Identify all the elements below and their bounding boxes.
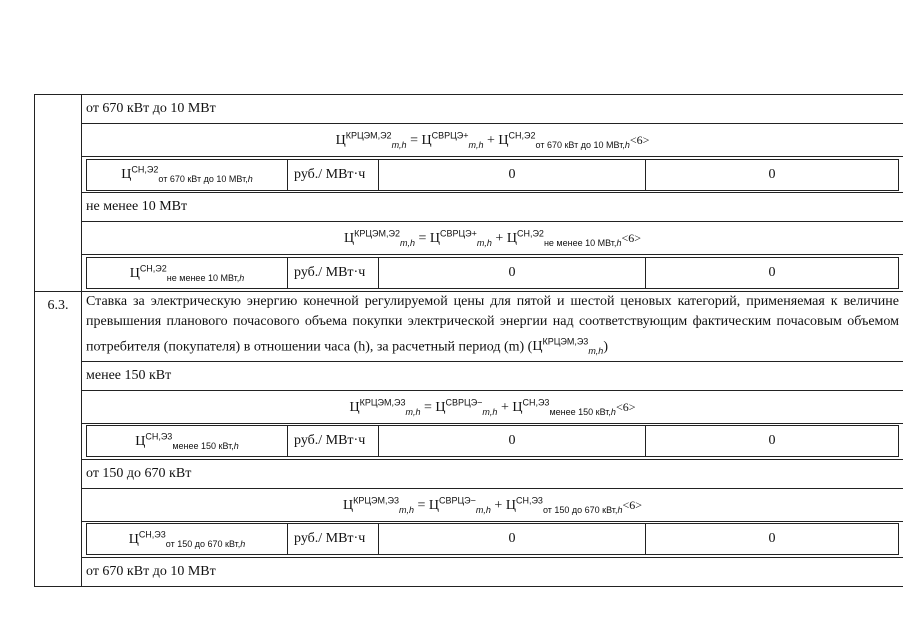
price-formula [343,495,642,515]
formula-lhs [349,397,421,417]
symbol-subscript [172,441,238,451]
table-row [35,521,903,557]
footnote-ref: <6> [615,399,636,414]
tse-letter: Ц [344,230,355,246]
subscript-text: не менее 10 МВт, [166,272,240,283]
value-cell-1: 0 [379,524,646,555]
formula-lhs [344,228,415,248]
param-grid-row [87,159,899,190]
table-row [35,124,903,157]
tse-letter: Ц [505,497,516,513]
symbol-superscript: КРЦЭМ,Э3 [359,397,406,408]
param-grid [86,523,899,555]
symbol-subscript [469,140,484,150]
equals-sign: = [413,497,429,513]
description-tail: ) [603,339,608,355]
value-cell-1: 0 [379,426,646,457]
row-content-cell [82,557,903,586]
row-content-cell [82,95,903,124]
table-row [35,157,903,193]
table-row [35,459,903,488]
subscript-text: не менее 10 МВт, [543,237,617,248]
item-number-cell [35,361,82,390]
symbol-superscript: КРЦЭМ,Э3 [542,336,589,347]
table-row [35,390,903,423]
unit-cell: руб./ МВт·ч [288,159,379,190]
symbol-superscript: СН,Э2 [139,263,167,274]
plus-sign: + [497,399,513,415]
description-symbol [532,336,604,356]
param-symbol-cell [87,257,288,288]
subscript-text: от 670 кВт до 10 МВт, [535,139,625,150]
tse-letter: Ц [349,399,360,415]
symbol-superscript: СН,Э2 [131,164,159,175]
symbol-subscript [477,238,492,248]
table-row [35,193,903,222]
tse-letter: Ц [428,497,440,513]
symbol-subscript [399,505,414,515]
subscript-var: m,h [476,237,492,248]
capacity-range-label: менее 150 кВт [86,367,172,383]
tse-letter: Ц [121,167,132,183]
symbol-superscript: СН,Э2 [508,130,536,141]
symbol-subscript [544,238,622,248]
subscript-text: от 150 до 670 кВт, [165,539,241,550]
value-cell-1: 0 [379,159,646,190]
param-grid-row [87,524,899,555]
table-row [35,255,903,292]
param-grid [86,425,899,457]
item-number-cell [35,124,82,157]
item-number-cell [35,222,82,255]
symbol-subscript [588,346,603,356]
item-number-cell [35,488,82,521]
param-grid-row [87,426,899,457]
row-content-cell [82,222,903,255]
row-content-cell [82,157,903,193]
symbol-subscript [166,539,246,549]
rate-description [86,294,899,355]
symbol-subscript [158,174,252,184]
symbol-superscript: КРЦЭМ,Э2 [354,228,400,239]
subscript-var: h [247,174,253,185]
subscript-var: m,h [405,406,421,417]
unit-cell: руб./ МВт·ч [288,524,379,555]
symbol-superscript: СВРЦЭ+ [440,228,477,239]
tse-letter: Ц [506,230,517,246]
capacity-range-label: от 670 кВт до 10 МВт [86,101,216,116]
subscript-var: m,h [391,139,407,150]
row-content-cell [82,291,903,361]
plus-sign: + [491,230,507,246]
subscript-text: от 670 кВт до 10 МВт, [158,174,248,185]
symbol-subscript [405,407,420,417]
equals-sign: = [420,399,436,415]
symbol-superscript: КРЦЭМ,Э2 [345,130,392,141]
table-row [35,557,903,586]
symbol-superscript: СН,Э3 [522,397,550,408]
subscript-var: h [240,539,246,550]
description-text: Ставка за электрическую энергию конечной регулируемой цены для пятой и шестой ценовых категорий, применяемая к величине превышения планового почасового объема покупки электрической энергии над соответствующим фактическим почасовым объемом потребителя (покупателя) в отношении часа (h), за расчетный период (m) ( [86,293,899,355]
formula-term-1 [429,228,492,248]
item-number-cell [35,291,82,361]
row-content-cell [82,390,903,423]
formula-lhs [335,130,407,150]
item-number-cell [35,157,82,193]
price-formula [335,130,650,150]
symbol-subscript [392,140,407,150]
subscript-var: h [239,272,245,283]
tse-letter: Ц [498,132,509,148]
value-cell-1: 0 [379,257,646,288]
formula-term-2 [506,228,622,248]
tse-letter: Ц [512,399,523,415]
formula-term-1 [435,397,498,417]
row-content-cell [82,124,903,157]
equals-sign: = [406,132,422,148]
param-symbol-cell [87,426,288,457]
table-row [35,488,903,521]
tse-letter: Ц [429,230,441,246]
tariff-table [34,94,903,587]
table-row [35,291,903,361]
tse-letter: Ц [128,532,139,548]
plus-sign: + [490,497,506,513]
tse-letter: Ц [421,132,432,148]
price-formula [349,397,636,417]
row-content-cell [82,361,903,390]
symbol-subscript [400,238,415,248]
item-number-cell [35,255,82,292]
row-content-cell [82,488,903,521]
item-number-cell [35,193,82,222]
footnote-ref: <6> [621,230,641,245]
subscript-var: m,h [399,237,415,248]
price-formula [344,228,641,248]
symbol-superscript: СВРЦЭ− [445,397,483,408]
symbol-subscript [549,407,615,417]
unit-cell: руб./ МВт·ч [288,257,379,288]
item-number-cell [35,521,82,557]
table-row [35,222,903,255]
item-number: 6.3. [47,297,69,313]
tse-letter: Ц [343,497,354,513]
tse-letter: Ц [129,265,140,281]
capacity-range-label: не менее 10 МВт [86,199,188,214]
subscript-var: h [617,504,623,515]
symbol-subscript [536,140,630,150]
value-cell-2: 0 [646,159,899,190]
subscript-var: h [233,441,239,452]
item-number-cell [35,423,82,459]
param-grid [86,159,899,191]
unit-cell: руб./ МВт·ч [288,426,379,457]
formula-term-1 [421,130,484,150]
value-cell-2: 0 [646,524,899,555]
param-symbol [121,164,253,185]
subscript-var: m,h [468,139,484,150]
tse-letter: Ц [435,399,446,415]
formula-term-1 [428,495,491,515]
row-content-cell [82,521,903,557]
equals-sign: = [414,230,430,246]
formula-term-2 [505,495,623,515]
subscript-var: m,h [398,504,414,515]
symbol-superscript: СН,Э2 [516,228,544,239]
item-number-cell [35,390,82,423]
subscript-text: от 150 до 670 кВт, [542,504,618,515]
subscript-var: h [624,139,630,150]
subscript-var: m,h [588,345,604,356]
table-row [35,361,903,390]
param-grid-row [87,257,899,288]
item-number-cell [35,557,82,586]
formula-term-2 [512,397,616,417]
symbol-superscript: СН,Э3 [515,495,543,506]
symbol-subscript [543,505,623,515]
tse-letter: Ц [532,339,543,355]
symbol-superscript: СВРЦЭ− [439,495,476,506]
table-row [35,423,903,459]
capacity-range-label: от 670 кВт до 10 МВт [86,563,216,579]
symbol-superscript: КРЦЭМ,Э3 [353,495,399,506]
formula-lhs [343,495,414,515]
footnote-ref: <6> [622,497,642,512]
item-number-cell [35,459,82,488]
subscript-var: m,h [475,504,491,515]
param-symbol-cell [87,524,288,555]
symbol-subscript [482,407,497,417]
formula-term-2 [498,130,630,150]
param-symbol [135,431,239,452]
subscript-var: h [610,406,616,417]
symbol-superscript: СВРЦЭ+ [431,130,469,141]
row-content-cell [82,459,903,488]
param-symbol [129,263,245,283]
param-symbol [128,529,246,550]
subscript-var: h [616,237,622,248]
symbol-subscript [167,272,245,282]
subscript-text: менее 150 кВт, [172,441,234,452]
footnote-ref: <6> [629,132,650,147]
capacity-range-label: от 150 до 670 кВт [86,465,192,481]
tse-letter: Ц [135,434,146,450]
tse-letter: Ц [335,132,346,148]
value-cell-2: 0 [646,257,899,288]
param-grid [86,257,899,289]
symbol-superscript: СН,Э3 [145,431,173,442]
subscript-text: менее 150 кВт, [549,406,611,417]
subscript-var: m,h [482,406,498,417]
table-row [35,95,903,124]
item-number-cell [35,95,82,124]
row-content-cell [82,423,903,459]
symbol-superscript: СН,Э3 [138,529,166,540]
value-cell-2: 0 [646,426,899,457]
param-symbol-cell [87,159,288,190]
symbol-subscript [476,505,491,515]
row-content-cell [82,193,903,222]
plus-sign: + [483,132,499,148]
row-content-cell [82,255,903,292]
